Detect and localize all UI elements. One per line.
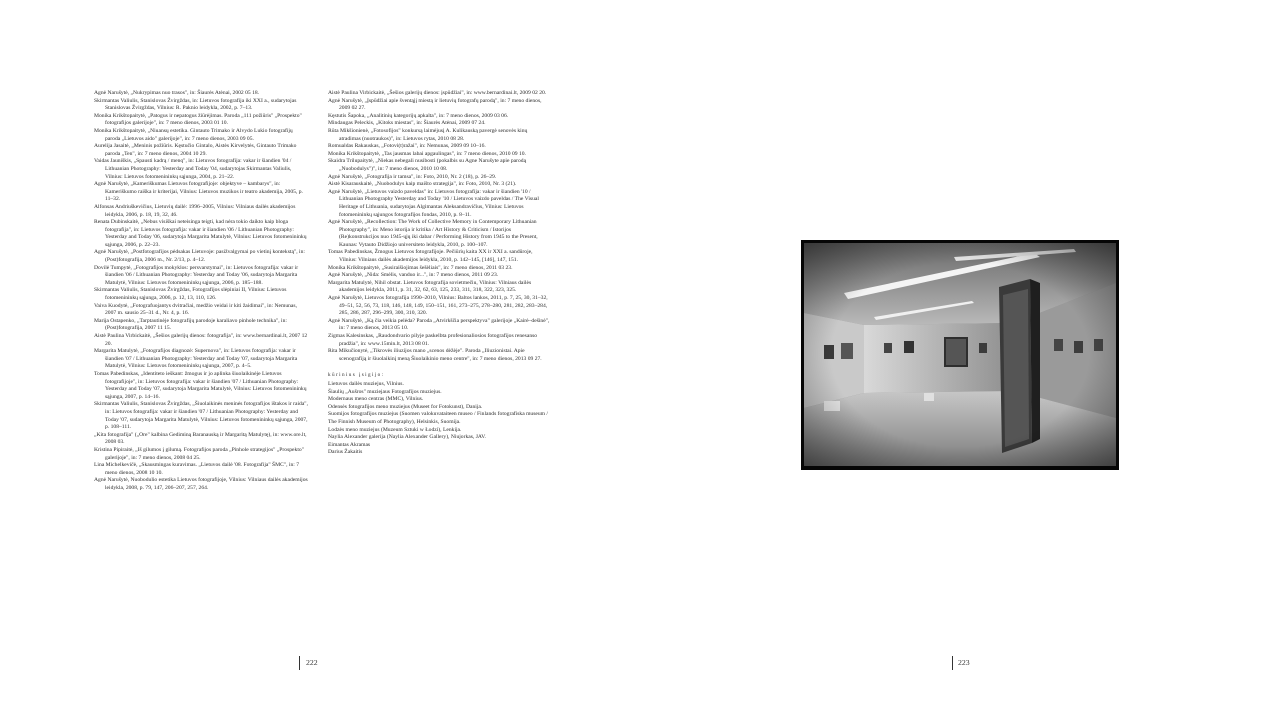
bibliography-entry: Vaidas Jauniškis, „Spausti kadrą / menq", in: Lietuvos fotografija: vakar ir šiandien '04 / Lithuanian Photography: Yesterday and Today '04, sudarytojas Skirmantas Valiulis, Vilnius: Lietuvos fotomenininkų sąjunga, 2004, p. 21–22. xyxy=(94,158,292,180)
bibliography-entry: „Kita fotografija" („Ore" kalbina Gediminą Baranauską ir Margaritą Matulytę), in: www.ore.lt, 2008 03. xyxy=(94,431,307,446)
exhibition-hall-image xyxy=(804,243,1116,466)
bibliography-entry: Tomas Pabedinskas, Žmogus Lietuvos fotografijoje. Pečiūrių kaita XX ir XXI a. sandūroje, Vilnius: Vilniaus dailės akademijos leidykla, 2010, p. 142–145, [146], 147, 151. xyxy=(328,249,533,264)
bibliography-entry: Lina Michelkevičė, „Skausmingas kuravimas. „Lietuvos dailė '08. Fotografija" ŠMC", in: 7 meno dienos, 2008 10 10. xyxy=(94,462,300,476)
acquisition-item: Šiaulių „Aušros" muziejaus Fotografijos muziejus. xyxy=(328,388,442,395)
gallery-photograph xyxy=(801,240,1119,470)
bibliography-entry: Margarita Matulytė, „Fotografijos diagnozė: Supernova", in: Lietuvos fotografija: vakar ir šiandien '07 / Lithuanian Photography: Yesterday and Today '07, sudarytoja Margarita Matulytė, Vilnius: Lietuvos fotomenininkų sąjunga, 2007, p. 4–5. xyxy=(94,348,298,370)
bibliography-right-entries xyxy=(328,90,550,363)
acquisitions-heading: kūrinius įsigijo: xyxy=(328,372,385,379)
bibliography-entry: Rita Mikučionytė, „Tikrovės iliuzijos mano „scenos dėžėje". Paroda „Iliuzionistai. Apie scenografiją ir šiuolaikinį meną Šiuolaikinio meno centre", in: 7 meno dienos, 2013 09 27. xyxy=(328,348,542,362)
bibliography-entry: Alfonsas Andriuškevičius, Lietuvių dailė: 1996–2005, Vilnius: Vilniaus dailės akademijos leidykla, 2006, p. 18, 19, 32, 46. xyxy=(94,203,296,218)
bibliography-entry: Agnė Narušytė, „Ką čia veikia pelėda? Paroda „Atvirkščia perspektyva" galerijoje „Kairė–dešinė", in: 7 meno dienos, 2013 05 10. xyxy=(328,317,550,332)
bibliography-entry: Renata Dubinskaitė, „Nebus visiškai neteisinga teigti, kad nėra tokio daikto kaip bloga fotografija", in: Lietuvos fotografija: vakar ir šiandien '06 / Lithuanian Photography: Yesterday and Today '06, sudarytoja Margarita Matulytė, Vilnius: Lietuvos fotomenininkų sąjunga, 2006, p. 22–23. xyxy=(94,219,307,248)
bibliography-entry: Agnė Narušytė, „Nukrypimas nuo trasos", in: Šiaurės Atėnai, 2002 05 18. xyxy=(94,90,260,96)
acquisition-item: Lodzės meno muziejus (Muzeum Sztuki w Łodzi), Lenkija. xyxy=(328,426,462,433)
bibliography-entry: Kristina Pipiraitė, „Iš gilumos į gilumą. Fotografijos paroda „Pinhole strategijos" „Prospekto" galerijoje", in: 7 meno dienos, 2008 04 25. xyxy=(94,446,304,461)
bibliography-entry: Aistė Paulina Virbickaitė, „Šešios galerijų dienos: fotografija", in: www.bernardinai.lt, 2007 12 20. xyxy=(94,333,308,347)
acquisition-item: Eimantas Akramas xyxy=(328,441,371,448)
bibliography-entry: Skirmantas Valiulis, Stanislovas Žvirgždas, Fotografijos slėpiniai II, Vilnius: Lietuvos fotomenininkų sąjunga, 2006, p. 12, 13, 110, 126. xyxy=(94,287,287,302)
bibliography-entry: Aurelija Jasaitė, „Meninis požiūris. Kęstučio Gintalo, Aistės Kirvelytės, Gintauto Trimako paroda „Ten", in: 7 meno dienos, 2004 10 29. xyxy=(94,143,297,157)
acquisition-item: Naylia Alexander galerija (Naylia Alexander Gallery), Niujorkas, JAV. xyxy=(328,434,486,441)
bibliography-entry: Skirmantas Valiulis, Stanislovas Žvirgždas, „Šiuolaikinės meninės fotografijos ištakos ir raida", in: Lietuvos fotografija: vakar ir šiandien '07 / Lithuanian Photography: Yesterday and Today '07, sudarytoja Margarita Matulytė, Vilnius: Lietuvos fotomenininkų sąjunga, 2007, p. 108–111. xyxy=(94,401,308,431)
page-number-left: 222 xyxy=(299,656,318,670)
bibliography-entry: Aistė Kisarauskaitė, „Nuobodulys kaip maišto strategija", in: Foto, 2010, Nr. 3 (21). xyxy=(328,181,517,188)
bibliography-entry: Kęstutis Šapoka, „Analitinių kategorijų apkalta", in: 7 meno dienos, 2009 03 06. xyxy=(328,112,509,119)
bibliography-entry: Agnė Narušytė, „Fotografija ir tamsa", in: Foto, 2010, Nr. 2 (18), p. 26–29. xyxy=(328,173,497,180)
bibliography-entry: Agnė Narušytė, „Nida: Smėlis, vanduo ir...", in: 7 meno dienos, 2011 09 23. xyxy=(328,272,499,279)
bibliography-entry: Monika Krikštopaitytė, „Niuansų estetika. Gintauto Trimako ir Alvydo Lukio fotografijų paroda „Lietuvos aido" galerijoje", in: 7 meno dienos, 2003 09 05. xyxy=(94,127,293,142)
bibliography-entry: Agnė Narušytė, „Lietuvos vaizdo paveldas" in: Lietuvos fotografija: vakar ir šiandien '10 / Lithuanian Photography Yesterday and Today '10 / Lietuvos vaizdo paveldas / The Visual Heritage of Lithuania, sudarytojas Algimantas Aleksandravičius, Vilnius: Lietuvos fotomenininkų sąjungos fotografijos fondas, 2010, p. 8–11. xyxy=(328,188,539,218)
bibliography-entry: Monika Krikštopaitytė, „Patogus ir nepatogus žiūrėjimas. Paroda „111 požiūris" „Prospekto" fotografijos galerijoje", in: 7 meno dienos, 2003 01 10. xyxy=(94,112,302,127)
bibliography-entry: Agnė Narušytė, „Postfotografijos pėdsakas Lietuvoje: pasižvalgymai po vietinį kontekstą", in: (Post)fotografija, 2006 m., Nr. 2/13, p. 4–12. xyxy=(94,249,305,264)
bibliography-entry: Agnė Narušytė, Nuobodulio estetika Lietuvos fotografijoje, Vilnius: Vilniaus dailės akademijos leidykla, 2008, p. 79, 147, 206–207, 257, 264. xyxy=(94,477,308,491)
bibliography-entry: Marija Ostapenko, „Tarptautinėje fotografijų parodoje karaliavo pinhole technika", in: (Post)fotografija, 2007 11 15. xyxy=(94,317,287,332)
bibliography-right-column xyxy=(328,90,550,457)
bibliography-left-column xyxy=(94,90,308,492)
bibliography-entry: Agnė Narušytė, Lietuvos fotografija 1990–2010, Vilnius: Baltos lankos, 2011, p. 7, 25, 30, 31–32, 49–51, 52, 56, 73, 118, 146, 148, 149, 150–151, 161, 273–275, 278–280, 281, 282, 283–284, 285, 286, 287, 296–299, 300, 310, 320. xyxy=(328,295,548,317)
bibliography-entry: Agnė Narušytė, „Įspūdžiai apie šventąjį miestą ir lietuvių fotografų parodą", in: 7 meno dienos, 2009 02 27. xyxy=(328,97,542,112)
bibliography-entry: Monika Krikštopaitytė, „Tas jausmas labai apgaulingas", in: 7 meno dienos, 2010 09 10. xyxy=(328,150,526,157)
bibliography-entry: Margarita Matulytė, Nihil obstat. Lietuvos fotografija sovietmečiu, Vilnius: Vilniaus dailės akademijos leidykla, 2011, p. 31, 32, 62, 63, 125, 233, 311, 318, 322, 323, 325. xyxy=(328,279,532,294)
bibliography-entry: Skirmantas Valiulis, Stanislovas Žvirgždas, in: Lietuvos fotografija iki XXI a., sudarytojas Stanislovas Žvirgždas, Vilnius: R. Paknio leidykla, 2002, p. 7–13. xyxy=(94,97,297,112)
bibliography-entry: Skaidra Trilupaitytė, „Niekas nebegali nusibosti (pokalbis su Agne Narušyte apie parodą „Nuobodulys")", in: 7 meno dienos, 2010 10 08. xyxy=(328,158,527,172)
bibliography-entry: Zigmas Kalesinskas, „Raudondvario pilyje paskelbta profesionaliosios fotografijos renesanso pradžia", in: www.15min.lt, 2013 08 01. xyxy=(328,333,538,347)
bibliography-entry: Agnė Narušytė, „Kameriškumas Lietuvos fotografijoje: objektyve – kambarys", in: Kameriškumo raiška ir kriterijai, Vilnius: Lietuvos muzikos ir teatro akademija, 2005, p. 11–32. xyxy=(94,181,303,203)
acquisition-item: Modernaus meno centras (MMC), Vilnius. xyxy=(328,396,424,403)
bibliography-entry: Romualdas Rakauskas, „Fotovi(t)ražai", in: Nemunas, 2009 09 10–16. xyxy=(328,143,486,150)
acquisition-item: Odensės fotografijos meno muziejus (Museet for Fotokunst), Danija. xyxy=(328,403,483,410)
bibliography-entry: Vaiva Kuodytė, „Fotografuojantys dvitračiai, medžio veidai ir kiti žaidimai", in: Nemunas, 2007 m. sausio 25–31 d., Nr. 4, p. 16. xyxy=(94,302,297,317)
bibliography-entry: Aistė Paulina Virbickaitė, „Šešios galerijų dienos: įspūdžiai", in: www.bernardinai.lt, 2009 02 20. xyxy=(328,90,547,96)
bibliography-entry: Tomas Pabedinskas, „Identiteto ieškant: žmogus ir jo aplinka šiuolaikinėje Lietuvos fotografijoje", in: Lietuvos fotografija: vakar ir šiandien '07 / Lithuanian Photography: Yesterday and Today '07, sudarytoja Margarita Matulytė, Vilnius: Lietuvos fotomenininkų sąjunga, 2007, p. 14–16. xyxy=(94,370,307,400)
acquisitions-list xyxy=(328,381,550,457)
acquisition-item: Lietuvos dailės muziejus, Vilnius. xyxy=(328,380,404,387)
bibliography-entry: Monika Krikštopaitytė, „Susiraišiojimas šešėliais", in: 7 meno dienos, 2011 03 23. xyxy=(328,264,513,271)
bibliography-entry: Dovilė Tumpytė, „Fotografijos mokyklos: persvarstymai", in: Lietuvos fotografija: vakar ir šiandien '06 / Lithuanian Photography: Yesterday and Today '06, sudarytoja Margarita Matulytė, Vilnius: Lietuvos fotomenininkų sąjunga, 2006, p. 185–188. xyxy=(94,264,299,286)
bibliography-entry: Agnė Narušytė, „Recollection: The Work of Collective Memory in Contemporary Lithuanian Photography", in: Meno istorija ir kritika / Art History & Criticism / Istorijos (Re)konstrukcijos nuo 1945-ųjų iki dabar / Performing History from 1945 to the Present, Kaunas: Vytauto Didžiojo universiteto leidykla, 2010, p. 100–107. xyxy=(328,219,538,248)
acquisition-item: Suomijos fotografijos muziejus (Suomen valokuvataiteen museo / Finlands fotografiska museum / The Finnish Museum of Photography), Helsinkis, Suomija. xyxy=(328,411,548,425)
bibliography-entry: Rūta Mikšionienė, „Fotosofijos" konkursą laimėjusį A. Kulikauską pavergė senovės kinų atradimas (nuotraukos)", in: Lietuvos rytas, 2010 08 28. xyxy=(328,127,528,142)
bibliography-entry: Mindaugas Peleckis, „Kitoks miestas", in: Šiaurės Atėnai, 2009 07 24. xyxy=(328,120,486,127)
acquisition-item: Darius Žakaitis xyxy=(328,449,363,456)
page-number-right: 223 xyxy=(952,656,970,670)
